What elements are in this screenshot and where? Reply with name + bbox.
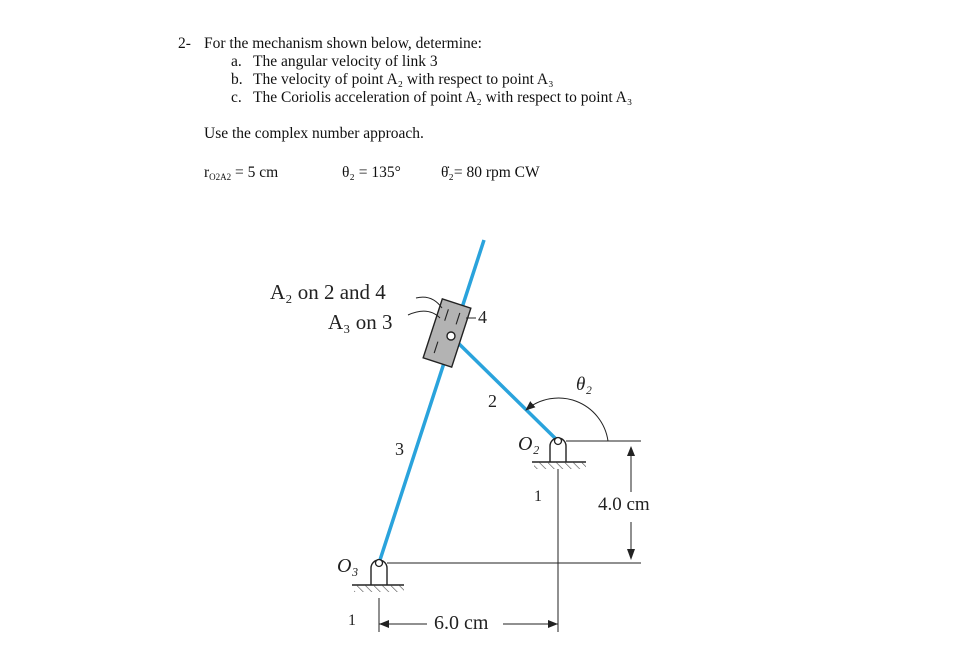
dim-horizontal-label: 6.0 cm (434, 612, 489, 634)
o3-label: O₃ (337, 555, 359, 577)
label-a2-on-2-and-4: A₂ on 2 and 4 (270, 280, 386, 304)
link-2-label: 2 (488, 391, 497, 411)
pin-a2 (447, 332, 455, 340)
item-b-marker: b. (231, 71, 243, 88)
theta2-label: θ₂ (576, 374, 592, 395)
given-theta: θ₂ = 135° (342, 164, 401, 181)
ground-pivot-o3 (352, 560, 404, 593)
dim-horizontal-arrow-right (548, 620, 558, 628)
link-3-label: 3 (395, 439, 404, 459)
method-note: Use the complex number approach. (204, 125, 424, 142)
item-a-text: The angular velocity of link 3 (253, 53, 438, 70)
dim-vertical-label: 4.0 cm (598, 494, 650, 515)
ground-1-label-o3: 1 (348, 612, 356, 629)
item-c-marker: c. (231, 89, 242, 106)
given-radius-value: = 5 cm (235, 164, 279, 181)
dim-vertical-arrow-up (627, 446, 635, 456)
dim-horizontal-arrow-left (379, 620, 389, 628)
slider-block (423, 299, 471, 367)
given-radius-symbol: r (204, 164, 210, 181)
ground-pivot-o2 (532, 438, 586, 470)
link-4-label: 4 (478, 307, 487, 327)
link-3 (379, 240, 484, 563)
link-2 (451, 336, 558, 441)
label-leader-a2 (416, 297, 442, 308)
o2-label: O₂ (518, 433, 540, 455)
label-a3-on-3: A₃ on 3 (328, 310, 393, 334)
label-leader-a3 (408, 311, 440, 318)
item-b-text: The velocity of point A₂ with respect to point A₃ (253, 71, 554, 88)
problem-intro: For the mechanism shown below, determine: (204, 35, 482, 52)
given-theta-dot-value: = 80 rpm CW (453, 164, 540, 181)
dim-vertical-arrow-down (627, 549, 635, 560)
given-radius-subscript: O2A2 (209, 172, 232, 182)
item-a-marker: a. (231, 53, 242, 70)
problem-number: 2- (178, 35, 191, 52)
ground-1-label-o2: 1 (534, 488, 542, 505)
item-c-text: The Coriolis acceleration of point A₂ with respect to point A₃ (253, 89, 633, 106)
given-theta-dot-symbol: θ̇₂ (441, 164, 454, 181)
